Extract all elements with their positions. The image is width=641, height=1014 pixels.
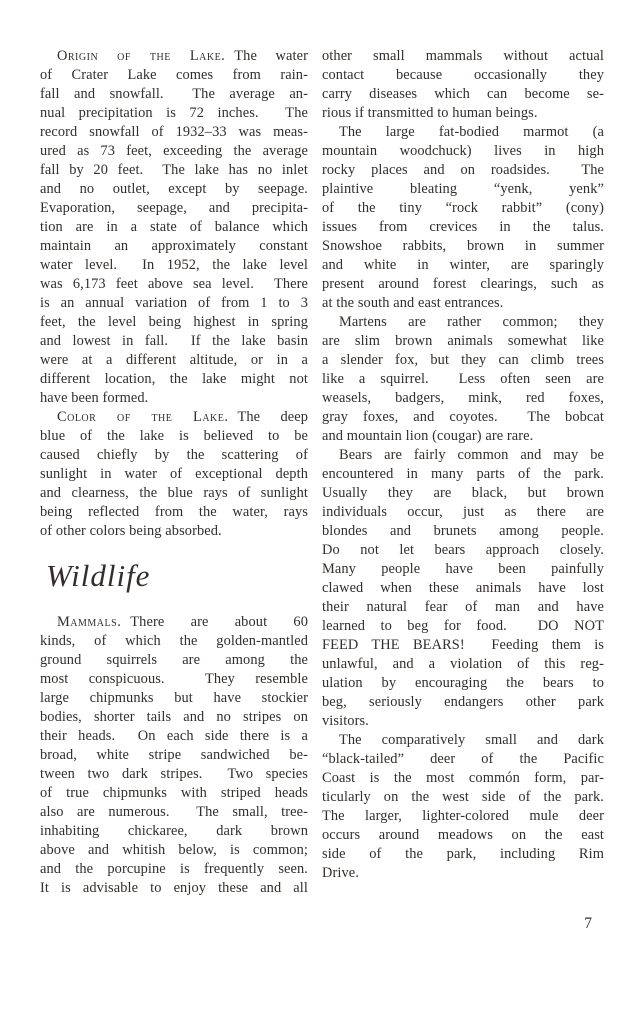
text-line: plaintive bleating “yenk, yenk” <box>322 181 604 197</box>
section-heading: Wildlife <box>46 558 151 593</box>
text-line: “black-tailed” deer of the Pacific <box>322 751 604 767</box>
text-line: side of the park, including Rim <box>322 846 604 862</box>
text-line: and white in winter, are sparingly <box>322 257 604 273</box>
text-line: Many people have been painfully <box>322 561 604 577</box>
text-line: also are numerous. The small, tree- <box>40 804 308 820</box>
text-line: at the south and east entrances. <box>322 295 504 311</box>
text-line: contact because occasionally they <box>322 67 604 83</box>
text-line: Bears are fairly common and may be <box>339 447 604 463</box>
text-line: The comparatively small and dark <box>339 732 604 748</box>
text-line: Drive. <box>322 865 359 881</box>
text-line: Evaporation, seepage, and precipita- <box>40 200 308 216</box>
text-line: fall by 20 feet. The lake has no inlet <box>40 162 308 178</box>
paragraph <box>40 613 308 898</box>
text-line: ulation by encouraging the bears to <box>322 675 604 691</box>
small-caps-lead: Color of the Lake. <box>57 409 229 425</box>
text-line: and clearness, the blue rays of sunlight <box>40 485 308 501</box>
text-line: of true chipmunks with striped heads <box>40 785 308 801</box>
text-line: and lowest in fall. If the lake basin <box>40 333 308 349</box>
text-line: visitors. <box>322 713 369 729</box>
text-line: record snowfall of 1932–33 was meas- <box>40 124 308 140</box>
text-line: bodies, shorter tails and no stripes on <box>40 709 308 725</box>
text-line: is an annual variation of from 1 to 3 <box>40 295 308 311</box>
text-line: ured as 73 feet, exceeding the average <box>40 143 308 159</box>
text-line: The large fat-bodied marmot (a <box>339 124 604 140</box>
text-line: rocky places and on roadsides. The <box>322 162 604 178</box>
text-line: ticularly on the west side of the park. <box>322 789 604 805</box>
text-line: and the porcupine is frequently seen. <box>40 861 308 877</box>
text-line: Martens are rather common; they <box>339 314 604 330</box>
text-line: Usually they are black, but brown <box>322 485 604 501</box>
text-line: Snowshoe rabbits, brown in summer <box>322 238 604 254</box>
text-line: most conspicuous. They resemble <box>40 671 308 687</box>
text-line: blondes and brunets among people. <box>322 523 604 539</box>
text-line: learned to beg for food. DO NOT <box>322 618 604 634</box>
text-columns <box>40 47 604 898</box>
text-line: issues from crevices in the talus. <box>322 219 604 235</box>
text-line: Origin of the Lake. The water <box>57 48 308 64</box>
text-line: other small mammals without actual <box>322 48 604 64</box>
text-line: large chipmunks but have stockier <box>40 690 308 706</box>
paragraph <box>322 446 604 731</box>
text-line: Mammals. There are about 60 <box>57 614 308 630</box>
text-line: kinds, of which the golden-mantled <box>40 633 308 649</box>
text-line: Coast is the most commón form, par- <box>322 770 604 786</box>
text-line: ground squirrels are among the <box>40 652 308 668</box>
text-line: like a squirrel. Less often seen are <box>322 371 604 387</box>
text-line: a slender fox, but they can climb trees <box>322 352 604 368</box>
text-line: Do not let bears approach closely. <box>322 542 604 558</box>
page-number: 7 <box>584 915 592 932</box>
text-line: individuals occur, just as there are <box>322 504 604 520</box>
text-line: It is advisable to enjoy these and all <box>40 880 308 896</box>
column-right <box>322 47 604 898</box>
text-line: The larger, lighter-colored mule deer <box>322 808 604 824</box>
text-line: caused chiefly by the scattering of <box>40 447 308 463</box>
text-line: have been formed. <box>40 390 149 406</box>
text-line: beg, seriously endangers other park <box>322 694 604 710</box>
text-line: gray foxes, and coyotes. The bobcat <box>322 409 604 425</box>
text-line: unlawful, and a violation of this reg- <box>322 656 604 672</box>
text-line: being reflected from the water, rays <box>40 504 308 520</box>
text-line: encountered in many parts of the park. <box>322 466 604 482</box>
text-line: nual precipitation is 72 inches. The <box>40 105 308 121</box>
text-line: clawed when these animals have lost <box>322 580 604 596</box>
text-line: occurs around meadows on the east <box>322 827 604 843</box>
text-line: and no outlet, except by seepage. <box>40 181 308 197</box>
text-line: FEED THE BEARS! Feeding them is <box>322 637 604 653</box>
paragraph <box>40 408 308 541</box>
text-line: blue of the lake is believed to be <box>40 428 308 444</box>
text-line: of other colors being absorbed. <box>40 523 222 539</box>
text-line: are slim brown animals somewhat like <box>322 333 604 349</box>
text-line: of the tiny “rock rabbit” (cony) <box>322 200 604 216</box>
text-line: their heads. On each side there is a <box>40 728 308 744</box>
text-line: tion are in a state of balance which <box>40 219 308 235</box>
text-line: carry diseases which can become se- <box>322 86 604 102</box>
paragraph <box>322 123 604 313</box>
text-line: fall and snowfall. The average an- <box>40 86 308 102</box>
paragraph <box>322 313 604 446</box>
paragraph <box>322 47 604 123</box>
paragraph <box>322 731 604 883</box>
text-line: their natural fear of man and have <box>322 599 604 615</box>
text-line: water level. In 1952, the lake level <box>40 257 308 273</box>
text-line: Color of the Lake. The deep <box>57 409 309 425</box>
text-line: weasels, badgers, mink, red foxes, <box>322 390 604 406</box>
text-line: were at a different altitude, or in a <box>40 352 308 368</box>
text-line: inhabiting chickaree, dark brown <box>40 823 308 839</box>
text-line: of Crater Lake comes from rain- <box>40 67 308 83</box>
text-line: was 6,173 feet above sea level. There <box>40 276 308 292</box>
text-line: feet, the level being highest in spring <box>40 314 308 330</box>
text-line: above and whitish below, is common; <box>40 842 308 858</box>
text-line: and mountain lion (cougar) are rare. <box>322 428 534 444</box>
text-line: broad, white stripe sandwiched be- <box>40 747 308 763</box>
paragraph <box>40 47 308 408</box>
text-line: present around forest clearings, such as <box>322 276 604 292</box>
text-line: sunlight in water of exceptional depth <box>40 466 308 482</box>
text-line: rious if transmitted to human beings. <box>322 105 538 121</box>
small-caps-lead: Mammals. <box>57 614 122 630</box>
text-line: maintain an approximately constant <box>40 238 308 254</box>
small-caps-lead: Origin of the Lake. <box>57 48 226 64</box>
text-line: tween two dark stripes. Two species <box>40 766 308 782</box>
text-line: mountain woodchuck) lives in high <box>322 143 604 159</box>
text-line: different location, the lake might not <box>40 371 308 387</box>
column-left <box>40 47 308 898</box>
